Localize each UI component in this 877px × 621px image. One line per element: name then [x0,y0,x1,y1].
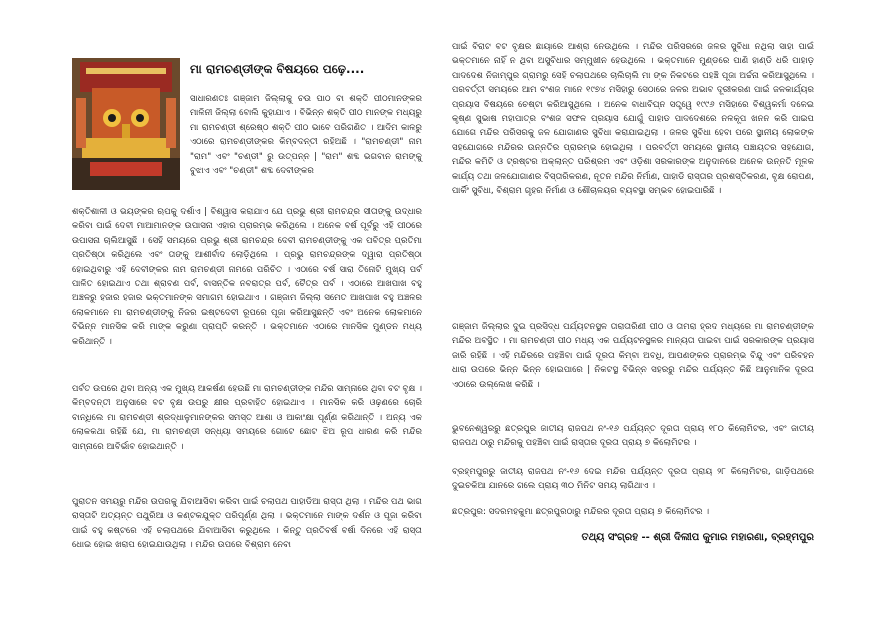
paragraph-old-path: ପୁରାତନ ସମୟରୁ ମନ୍ଦିର ଉପରକୁ ଯିବାଆସିବା କରିବା ପାଇଁ ଚଲାପଥ ପାହାଡିଆ ରାସ୍ତା ଥିଲା । ମନ୍ଦିର ପଥ ଭାଗ ରାସ୍ତାଟି ଅତ୍ୟନ୍ତ ପଥୁରିଆ ଓ କଣ୍ଟକଯୁକ୍ତ ପରିପୂର୍ଣ୍ଣ ଥିଲା । ଭକ୍ତମାନେ ମାଙ୍କ ଦର୍ଶନ ଓ ପୂଜା କରିବା ପାଇଁ ବହୁ କଷ୍ଟରେ ଏହି ଚଲାପଥରେ ଯିବାଆସିବା କରୁଥିଲେ । କିନ୍ତୁ ପ୍ରତିବର୍ଷ ବର୍ଷା ଦିନରେ ଏହି ରାସ୍ତା ଧୋଇ ହୋଇ ଖରାପ ହୋଇଯାଉଥିଲା । ମନ୍ଦିର ଉପରେ ବିଶ୍ରାମ ନେବା [72,497,422,551]
paragraph-development: ପାଇଁ ବିରାଟ ବଟ ବୃକ୍ଷର ଛାୟାରେ ଆଶ୍ରା ନେଉଥିଲେ । ମନ୍ଦିର ପରିସରରେ ଜଳର ସୁବିଧା ନଥିଲା ସାହା ପାଇଁ ଭକ୍ତମାନେ ନାହିଁ ନ ଥିବା ଅସୁବିଧାର ସମ୍ମୁଖୀନ ହେଉଥିଲେ । ଭକ୍ତମାନେ ମୁଣ୍ଡରେ ପାଣି ହାଣ୍ଡି ଧରି ପାହାଡ଼ ପାଦଦେଶ ନିଜାମ୍ପୁର ଗ୍ରାମରୁ ସେହି ଚଲାପଥରେ ଚାଲିଚାଲି ମା ଙ୍କ ନିକଟରେ ପହଞ୍ଚି ପୂଜା ଅର୍ଚ୍ଚନା କରିଆସୁଥିଲେ । ପରବର୍ତ୍ତୀ ସମୟରେ ଆମ ବଂଶଜ ମାନେ ୧୯୭୪ ମସିହାରୁ ସେଠାରେ ଜଳର ଅଭାବ ଦୂରୀକରଣ ପାଇଁ ଜଳକାର୍ଯ୍ୟର ପ୍ରୟାସ ବିଷୟରେ ଚେଷ୍ଟା କରିଆସୁଥିଲେ । ଅନେକ ବାଧାବିଘ୍ନ ସତ୍ତ୍ୱେ ୧୯୯୬ ମସିହାରେ ବିଶ୍ୱକର୍ମା ଦଳେଇ କୃଷ୍ଣ ସୁଭାଷ ମହାପାତ୍ର ବଂଶଜ ସଫଳ ପ୍ରୟାସ ଯୋଗୁଁ ପାହାଡ ପାଦଦେଶରେ ନଳକୂପ ଖନନ କରି ପାଇପ ଯୋଗେ ମନ୍ଦିର ପରିସରକୁ ଜଳ ଯୋଗାଣର ସୁବିଧା କରାଯାଇଥିଲା । ଜଳର ସୁବିଧା ହେବା ପରେ ସ୍ଥାନୀୟ ଲୋକଙ୍କ ସହଯୋଗରେ ମନ୍ଦିରର ଉନ୍ନତିର ପ୍ରାରମ୍ଭ ହୋଇଥିଲା । ପରବର୍ତ୍ତୀ ସମୟରେ ସ୍ଥାନୀୟ ପଞ୍ଚାୟତର ସହଯୋଗ, ମନ୍ଦିର କମିଟି ଓ ଟ୍ରଷ୍ଟର ଅକ୍ଲାନ୍ତ ପରିଶ୍ରମ ଏବଂ ଓଡ଼ିଶା ସରକାରଙ୍କ ଅନୁଦାନରେ ଅନେକ ଉନ୍ନତି ମୂଳକ କାର୍ଯ୍ୟ ତଥା ଜଳଯୋଗାଣର ବିସ୍ତାରିକରଣ, ନୂତନ ମନ୍ଦିର ନିର୍ମାଣ, ପାହାଡି ରାସ୍ତାର ପ୍ରଶସ୍ତିକରଣ, ବୃକ୍ଷ ରୋପଣ, ପାର୍କିଂ ସୁବିଧା, ବିଶ୍ରାମ ଗୃହର ନିର୍ମାଣ ଓ ଶୌଚାଳୟର ବ୍ୟବସ୍ଥା ସମ୍ଭବ ହୋଇପାରିଛି । [452,42,814,197]
author-credit: ତଥ୍ୟ ସଂଗ୍ରହ -- ଶ୍ରୀ ଦିଲୀପ କୁମାର ମହାରଣା, ବ୍ରହ୍ମପୁର [581,532,814,543]
paragraph-location: ଗଞ୍ଜାମ ଜିଲ୍ଲାର ଦୁଇ ପ୍ରସିଦ୍ଧ ପର୍ଯ୍ୟଟନସ୍ଥଳ ତାରାତାରିଣୀ ପୀଠ ଓ ତାମରା ହ୍ରଦ ମଧ୍ୟରେ ମା ରାମଚଣ୍ଡୀଙ୍କ ମନ୍ଦିର ଅବସ୍ଥିତ । ମା ରାମଚଣ୍ଡୀ ପୀଠ ମଧ୍ୟ ଏକ ପର୍ଯ୍ୟଟନସ୍ଥଳର ମାନ୍ୟତା ପାଇବା ପାଇଁ ସରକାରଙ୍କ ପ୍ରୟାସ ଜାରି ରହିଛି । ଏହି ମନ୍ଦିରରେ ପହଞ୍ଚିବା ପାଇଁ ଦୂରତା କିମ୍ବା ଅବଧି, ଆପଣଙ୍କର ପ୍ରାରମ୍ଭ ବିନ୍ଦୁ ଏବଂ ପରିବହନ ଧାରା ଉପରେ ଭିନ୍ନ ଭିନ୍ନ ହୋଇପାରେ | ନିକଟସ୍ଥ ବିଭିନ୍ନ ସହରରୁ ମନ୍ଦିର ପର୍ଯ୍ୟନ୍ତ କିଛି ଆନୁମାନିକ ଦୂରତା ଏଠାରେ ଉଲ୍ଲେଖ କରିଛି । [452,322,814,390]
paragraph-history: ଶକ୍ତିଶାଳୀ ଓ ଭୟଙ୍କର ଋପକୁ ଦର୍ଶାଏ | ବିଶ୍ୱାସ କରାଯାଏ ଯେ ପ୍ରଭୁ ଶ୍ରୀ ରାମଚନ୍ଦ୍ର ସୀତାଙ୍କୁ ଉଦ୍ଧାର କରିବା ପାଇଁ ଦେବୀ ମାଆମାନଙ୍କ ଉପାସନା ଏହାର ପ୍ରାରମ୍ଭ କରିଥିଲେ । ଅନେକ ବର୍ଷ ପୂର୍ବରୁ ଏହି ପୀଠରେ ଉପାସନା ଚାଲିଆସୁଛି । ସେହି ସମୟରେ ପ୍ରଭୁ ଶ୍ରୀ ରାମଚନ୍ଦ୍ର ଦେବୀ ରାମଚଣ୍ଡୀଙ୍କୁ ଏକ ପବିତ୍ର ପ୍ରତିମା ପ୍ରତିଷ୍ଠା କରିଥିଲେ ଏବଂ ତାଙ୍କୁ ଆଶୀର୍ବାଦ ଲୋଡ଼ିଥିଲେ । ପ୍ରଭୁ ରାମଚନ୍ଦ୍ରଙ୍କ ଦ୍ୱାରା ପ୍ରତିଷ୍ଠା ହୋଇଥିବାରୁ ଏହି ଦେବୀଙ୍କର ନାମ ରାମଚଣ୍ଡୀ ନାମରେ ପରିଚିତ । ଏଠାରେ ବର୍ଷ ସାରା ତିନୋଟି ମୁଖ୍ୟ ପର୍ବ ପାଳିତ ହୋଇଥାଏ ତଥା ଶ୍ରାବଣ ପର୍ବ, ବାସନ୍ତିକ ନବରାତ୍ର ପର୍ବ, ଚୈତ୍ର ପର୍ବ । ଏଠାରେ ଆଖପାଖ ବହୁ ଅଞ୍ଚଳରୁ ହଜାର ହଜାର ଭକ୍ତମାନଙ୍କ ସମାଗମ ହୋଇଥାଏ । ଗଞ୍ଜାମ ଜିଲ୍ଲା ସମେତ ଆଖପାଖ ବହୁ ଅଞ୍ଚଳର ଲୋକମାନେ ମା ରାମଚଣ୍ଡୀଙ୍କୁ ନିଜର ଇଷ୍ଟଦେବୀ ରୂପରେ ପୂଜା କରିଆସୁଛନ୍ତି ଏବଂ ଅନେକ ଲୋକମାନେ ବିଭିନ୍ନ ମାନସିକ କରି ମାଙ୍କ କରୁଣା ପ୍ରାପ୍ତି କରନ୍ତି । ଭକ୍ତମାନେ ଏଠାରେ ମାନସିକ ମୁଣ୍ଡନ ମଧ୍ୟ କରିଥାନ୍ତି । [72,207,422,347]
paragraph-from-bhubaneswar: ଭୁବନେଶ୍ୱରରୁ ଛତ୍ରପୁର ଜାତୀୟ ରାଜପଥ ନଂ-୧୬ ପର୍ଯ୍ୟନ୍ତ ଦୂରତା ପ୍ରାୟ ୧୮୦ କିଲୋମିଟର, ଏବଂ ଜାତୀୟ ରାଜପଥ ଠାରୁ ମନ୍ଦିରକୁ ପହଞ୍ଚିବା ପାଇଁ ରାସ୍ତାର ଦୂରତା ପ୍ରାୟ ୭ କିଲୋମିଟର । [452,424,814,449]
deity-photo [72,58,180,190]
paragraph-from-berhampur: ବ୍ରହ୍ମପୁରରୁ ଜାତୀୟ ରାଜପଥ ନଂ-୧୬ ଦେଇ ମନ୍ଦିର ପର୍ଯ୍ୟନ୍ତ ଦୂରତା ପ୍ରାୟ ୨୮ କିଲୋମିଟର, ଗାଡ଼ିପଥରେ ଦୁଇଚକିଆ ଯାନରେ ଗଲେ ପ୍ରାୟ ୩୦ ମିନିଟ ସମୟ ଲାଗିଥାଏ । [452,467,814,492]
intro-paragraph: ସାଧାରଣତଃ ଗଞ୍ଜାମ ଜିଲ୍ଲାକୁ ଚଉ ପାଠ ବା ଶକ୍ତି ପୀଠମାନଙ୍କର ମାଳିନୀ ଜିଲ୍ଲା ବୋଲି କୁହାଯାଏ । ବିଭିନ୍ନ ଶକ୍ତି ପୀଠ ମାନଙ୍କ ମଧ୍ୟରୁ ମା ରାମଚଣ୍ଡୀ ଶ୍ରେଷ୍ଠ ଶକ୍ତି ପୀଠ ଭାବେ ପରିଗଣିତ । ଆଦିମ କାଳରୁ ଏଠାରେ ରାମଚଣ୍ଡୀଙ୍କର କିମ୍ବଦନ୍ତୀ ରହିଅଛି । "ରାମଚଣ୍ଡୀ" ନାମ "ରାମ" ଏବଂ "ଚଣ୍ଡୀ" ରୁ ଉତ୍ପନ୍ନ | "ରାମ" ଶବ୍ଦ ଭଗବାନ ରାମଙ୍କୁ ବୁଝାଏ ଏବଂ "ଚଣ୍ଡୀ" ଶବ୍ଦ ଦେବୀଙ୍କର [190,94,422,177]
article-title: ମା ରାମଚଣ୍ଡୀଙ୍କ ବିଷୟରେ ପଢ଼େ.... [190,62,365,76]
paragraph-banyan-tree: ପର୍ବତ ଉପରେ ଥିବା ଅନ୍ୟ ଏକ ମୁଖ୍ୟ ଆକର୍ଷଣ ହେଉଛି ମା ରାମଚଣ୍ଡୀଙ୍କ ମନ୍ଦିର ସାମ୍ନାରେ ଥିବା ବଟ ବୃକ୍ଷ । କିମ୍ବଦନ୍ତୀ ଅନୁସାରେ ବଟ ବୃକ୍ଷ ଉପରୁ କ୍ଷୀର ପ୍ରବାହିତ ହୋଇଥାଏ । ମାନସିକ କରି ଓଢ଼ଣରେ ଚୋରି ବାନ୍ଧିଲେ ମା ରାମଚଣ୍ଡୀ ଶ୍ରଦ୍ଧାଳୁମାନଙ୍କର ସମସ୍ତ ଆଶା ଓ ଆକାଂକ୍ଷା ପୂର୍ଣ୍ଣ କରିଥାନ୍ତି । ଅନ୍ୟ ଏକ ଲୋକକଥା ରହିଛି ଯେ, ମା ରାମଚଣ୍ଡୀ ସନ୍ଧ୍ୟା ସମୟରେ ଗୋଟେ ଛୋଟ ଝିଅ ରୂପ ଧାରଣ କରି ମନ୍ଦିର ସାମ୍ନାରେ ଆବିର୍ଭାବ ହୋଇଥାନ୍ତି । [72,384,422,452]
paragraph-from-chhatrapur: ଛତ୍ରପୁର: ସଦରମହକୁମା ଛତ୍ରପୁରଠାରୁ ମନ୍ଦିରର ଦୂରତା ପ୍ରାୟ ୭ କିଲୋମିଟର । [452,507,710,517]
